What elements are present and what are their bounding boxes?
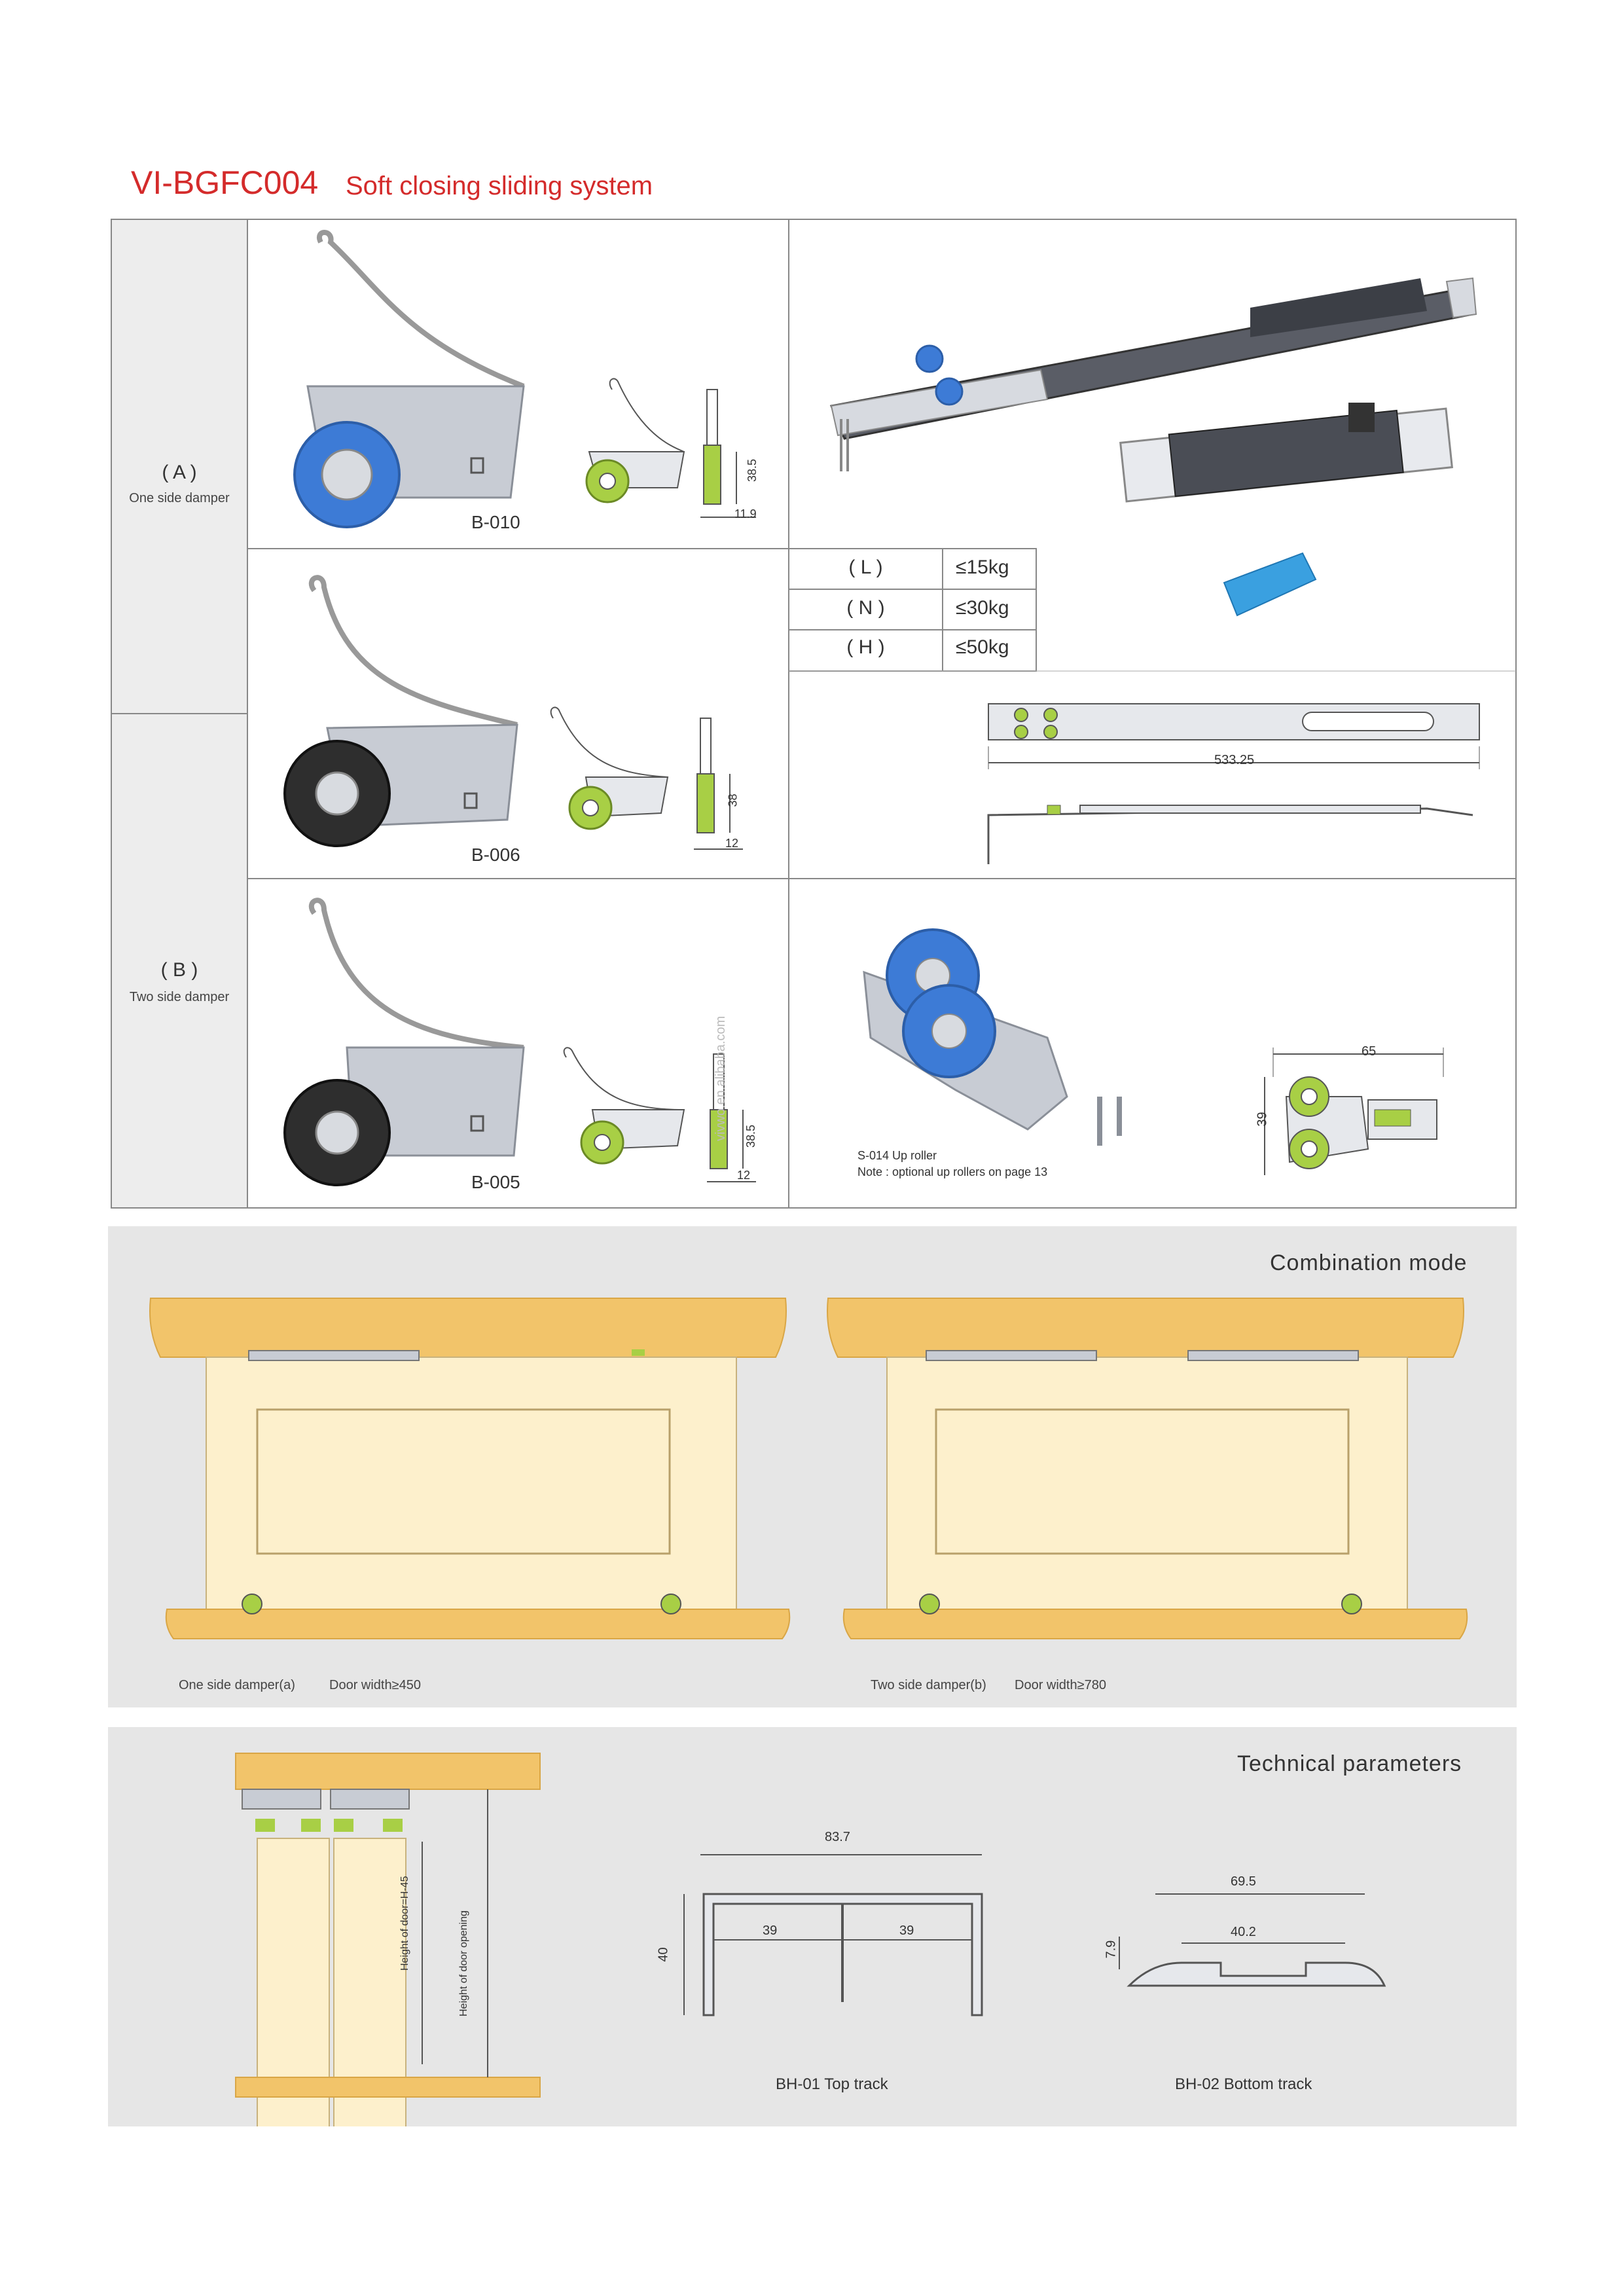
top-track-height: 40 (656, 1947, 671, 1962)
group-a-desc: One side damper (129, 491, 230, 505)
combination-right-label: Two side damper(b) (871, 1678, 986, 1692)
roller-code: B-006 (471, 845, 520, 865)
top-track-half-right: 39 (899, 1923, 914, 1938)
damper-line-drawing (969, 687, 1492, 877)
load-value: ≤50kg (956, 636, 1009, 658)
bottom-track-inner: 40.2 (1231, 1925, 1256, 1939)
group-b-desc: Two side damper (129, 990, 230, 1004)
technical-title: Technical parameters (1237, 1751, 1462, 1776)
watermark: vivwo.en.alibaba.com (713, 1015, 728, 1141)
combination-left-door: Door width≥450 (329, 1678, 421, 1692)
opening-height-label: Height of door opening (458, 1910, 469, 2016)
combination-left-label: One side damper(a) (179, 1678, 295, 1692)
technical-diagram (108, 1727, 1517, 2126)
group-b-letter: ( B ) (160, 959, 198, 981)
roller-width: 11.9 (734, 507, 757, 520)
roller-width: 12 (725, 837, 739, 850)
bottom-track-height: 7.9 (1104, 1940, 1119, 1959)
product-name: Soft closing sliding system (346, 172, 653, 200)
load-value: ≤15kg (956, 556, 1009, 578)
roller-code: B-005 (471, 1172, 520, 1192)
bottom-track-width: 69.5 (1231, 1874, 1256, 1889)
up-roller-width: 65 (1362, 1044, 1377, 1059)
damper-length: 533.25 (1214, 753, 1255, 767)
roller-b005-illustration (249, 881, 785, 1205)
load-class: ( N ) (846, 597, 885, 619)
up-roller-name: S-014 Up roller (857, 1149, 937, 1162)
roller-width: 12 (737, 1169, 751, 1182)
product-code: VI-BGFC004 (131, 164, 319, 201)
roller-code: B-010 (471, 512, 520, 532)
door-height-label: Height of door=H-45 (399, 1876, 410, 1971)
up-roller-height: 39 (1255, 1112, 1270, 1127)
top-track-name: BH-01 Top track (776, 2075, 888, 2093)
load-class: ( H ) (846, 636, 885, 658)
top-track-half-left: 39 (763, 1923, 778, 1938)
combination-diagram (108, 1226, 1517, 1707)
load-value: ≤30kg (956, 597, 1009, 619)
combination-title: Combination mode (1270, 1250, 1468, 1275)
up-roller-note: Note : optional up rollers on page 13 (857, 1165, 1048, 1178)
roller-b006-illustration (249, 551, 785, 875)
roller-height: 38.5 (744, 1124, 758, 1148)
load-class: ( L ) (848, 556, 883, 578)
roller-height: 38.5 (746, 458, 759, 483)
roller-height: 38 (726, 793, 740, 807)
bottom-track-name: BH-02 Bottom track (1175, 2075, 1312, 2093)
top-track-width: 83.7 (825, 1830, 850, 1844)
roller-b010-illustration (249, 223, 785, 547)
combination-right-door: Door width≥780 (1015, 1678, 1106, 1692)
group-a-letter: ( A ) (162, 462, 197, 483)
